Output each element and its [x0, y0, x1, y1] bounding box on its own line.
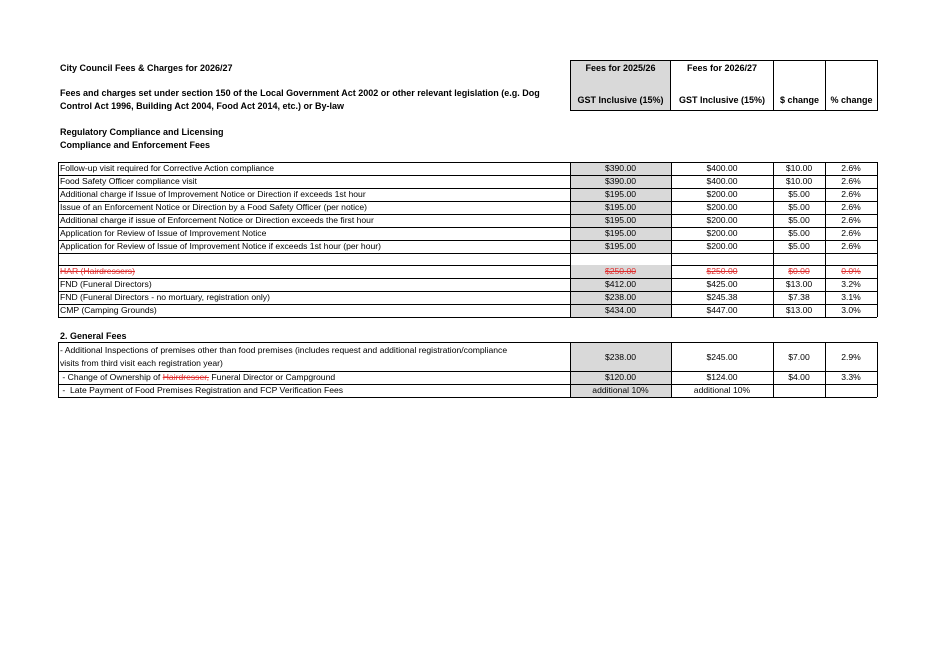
row-dollar-change: $5.00 — [788, 241, 810, 251]
table-row — [58, 384, 877, 397]
table-row — [58, 342, 877, 371]
row-pct-change: 2.6% — [841, 228, 861, 238]
row-pct-change: 2.6% — [841, 215, 861, 225]
row-fee-2026: $400.00 — [706, 163, 738, 173]
row-fee-2025: $195.00 — [604, 202, 637, 212]
row-pct-change: 3.1% — [841, 292, 861, 302]
row-fee-2026: $447.00 — [706, 305, 738, 315]
row-dollar-change: $5.00 — [788, 215, 810, 225]
header-fees-2025: Fees for 2025/26 — [585, 63, 656, 73]
row-pct-change: 0.0% — [841, 266, 861, 276]
row-description: Issue of an Enforcement Notice or Direction by a Food Safety Officer (per notice) — [60, 202, 367, 212]
row-description: Application for Review of Issue of Improvement Notice if exceeds 1st hour (per hour) — [60, 241, 381, 251]
row-fee-2025: $195.00 — [604, 215, 637, 225]
row-fee-2025: $120.00 — [604, 372, 637, 382]
table-row — [58, 304, 877, 317]
row-dollar-change: $0.00 — [788, 266, 810, 276]
row-pct-change: 2.6% — [841, 163, 861, 173]
row-fee-2025: additional 10% — [592, 385, 649, 395]
row-dollar-change: $5.00 — [788, 202, 810, 212]
row-dollar-change: $4.00 — [788, 372, 810, 382]
table-row — [58, 240, 877, 253]
row-description: Follow-up visit required for Corrective Action compliance — [60, 163, 274, 173]
subtitle-line-1: Fees and charges set under section 150 of the Local Government Act 2002 or other relevant legislation (e.g. Dog — [60, 88, 540, 98]
row-dollar-change: $5.00 — [788, 228, 810, 238]
row-dollar-change: $13.00 — [785, 305, 813, 315]
row-fee-2026: $245.38 — [706, 292, 738, 302]
table-row — [58, 265, 877, 278]
row-pct-change: 3.2% — [841, 279, 861, 289]
row-fee-2025: $195.00 — [604, 228, 637, 238]
row-description: Additional charge if issue of Enforcement Notice or Direction exceeds the first hour — [60, 215, 374, 225]
row-description: Application for Review of Issue of Improvement Notice — [60, 228, 267, 238]
row-fee-2025: $195.00 — [604, 241, 637, 251]
table-row — [58, 278, 877, 291]
row-pct-change: 2.9% — [841, 352, 861, 362]
row-description-end: Funeral Director or Campground — [209, 372, 336, 382]
row-pct-change: 2.6% — [841, 176, 861, 186]
row-description-line-2: visits from third visit each registration year) — [60, 358, 223, 368]
header-gst-2025: GST Inclusive (15%) — [577, 95, 664, 105]
row-pct-change: 3.3% — [841, 372, 861, 382]
row-fee-2026: $200.00 — [706, 189, 738, 199]
row-description-start: - Change of Ownership of — [60, 372, 163, 382]
row-dollar-change: $13.00 — [785, 279, 813, 289]
table-row — [58, 175, 877, 188]
row-fee-2026: $250.00 — [706, 266, 738, 276]
row-fee-2026: $425.00 — [706, 279, 738, 289]
header-gst-2026: GST Inclusive (15%) — [678, 95, 766, 105]
header-fees-2026: Fees for 2026/27 — [686, 63, 758, 73]
row-pct-change: 2.6% — [841, 189, 861, 199]
table-row — [58, 201, 877, 214]
table-row — [58, 291, 877, 304]
row-fee-2026: $200.00 — [706, 215, 738, 225]
row-fee-2025: $390.00 — [604, 163, 637, 173]
row-description: HAR (Hairdressers) — [60, 266, 135, 276]
row-dollar-change: $5.00 — [788, 189, 810, 199]
row-fee-2025: $195.00 — [604, 189, 637, 199]
row-pct-change: 2.6% — [841, 202, 861, 212]
general-fees-heading: 2. General Fees — [60, 331, 127, 341]
subtitle-line-2: Control Act 1996, Building Act 2004, Food Act 2014, etc.) or By-law — [60, 101, 345, 111]
table-row — [58, 214, 877, 227]
row-fee-2025: $250.00 — [604, 266, 637, 276]
row-description-struck: Hairdresser, — [162, 372, 210, 382]
table-row — [58, 227, 877, 240]
header-dollar-change: $ change — [779, 95, 819, 105]
table-row — [58, 188, 877, 201]
row-fee-2026: additional 10% — [693, 385, 751, 395]
row-pct-change: 3.0% — [841, 305, 861, 315]
table-row — [58, 162, 877, 175]
row-pct-change: 2.6% — [841, 241, 861, 251]
header-pct-change: % change — [830, 95, 873, 105]
row-dollar-change: $7.38 — [788, 292, 810, 302]
row-fee-2026: $200.00 — [706, 202, 738, 212]
row-description: FND (Funeral Directors - no mortuary, registration only) — [60, 292, 270, 302]
row-fee-2025: $412.00 — [604, 279, 637, 289]
row-fee-2026: $124.00 — [706, 372, 738, 382]
row-fee-2026: $200.00 — [706, 241, 738, 251]
section-subheading: Compliance and Enforcement Fees — [60, 140, 211, 150]
row-fee-2025: $238.00 — [604, 292, 637, 302]
row-fee-2026: $245.00 — [706, 352, 738, 362]
table-row — [58, 371, 877, 384]
row-fee-2025: $390.00 — [604, 176, 637, 186]
row-description: Additional charge if Issue of Improvement Notice or Direction if exceeds 1st hour — [60, 189, 366, 199]
row-description: - Late Payment of Food Premises Registration and FCP Verification Fees — [60, 385, 344, 395]
row-dollar-change: $10.00 — [785, 163, 813, 173]
row-description-line-1: - Additional Inspections of premises other than food premises (includes request and additional registration/compliance — [60, 345, 508, 355]
section-heading: Regulatory Compliance and Licensing — [60, 127, 224, 137]
row-description: CMP (Camping Grounds) — [60, 305, 157, 315]
row-dollar-change: $10.00 — [785, 176, 813, 186]
page-title: City Council Fees & Charges for 2026/27 — [60, 63, 233, 73]
row-description: Food Safety Officer compliance visit — [60, 176, 197, 186]
row-fee-2026: $200.00 — [706, 228, 738, 238]
row-description: FND (Funeral Directors) — [60, 279, 152, 289]
row-fee-2025: $238.00 — [604, 352, 637, 362]
row-fee-2025: $434.00 — [604, 305, 637, 315]
row-description — [58, 371, 570, 383]
row-fee-2026: $400.00 — [706, 176, 738, 186]
row-dollar-change: $7.00 — [788, 352, 810, 362]
